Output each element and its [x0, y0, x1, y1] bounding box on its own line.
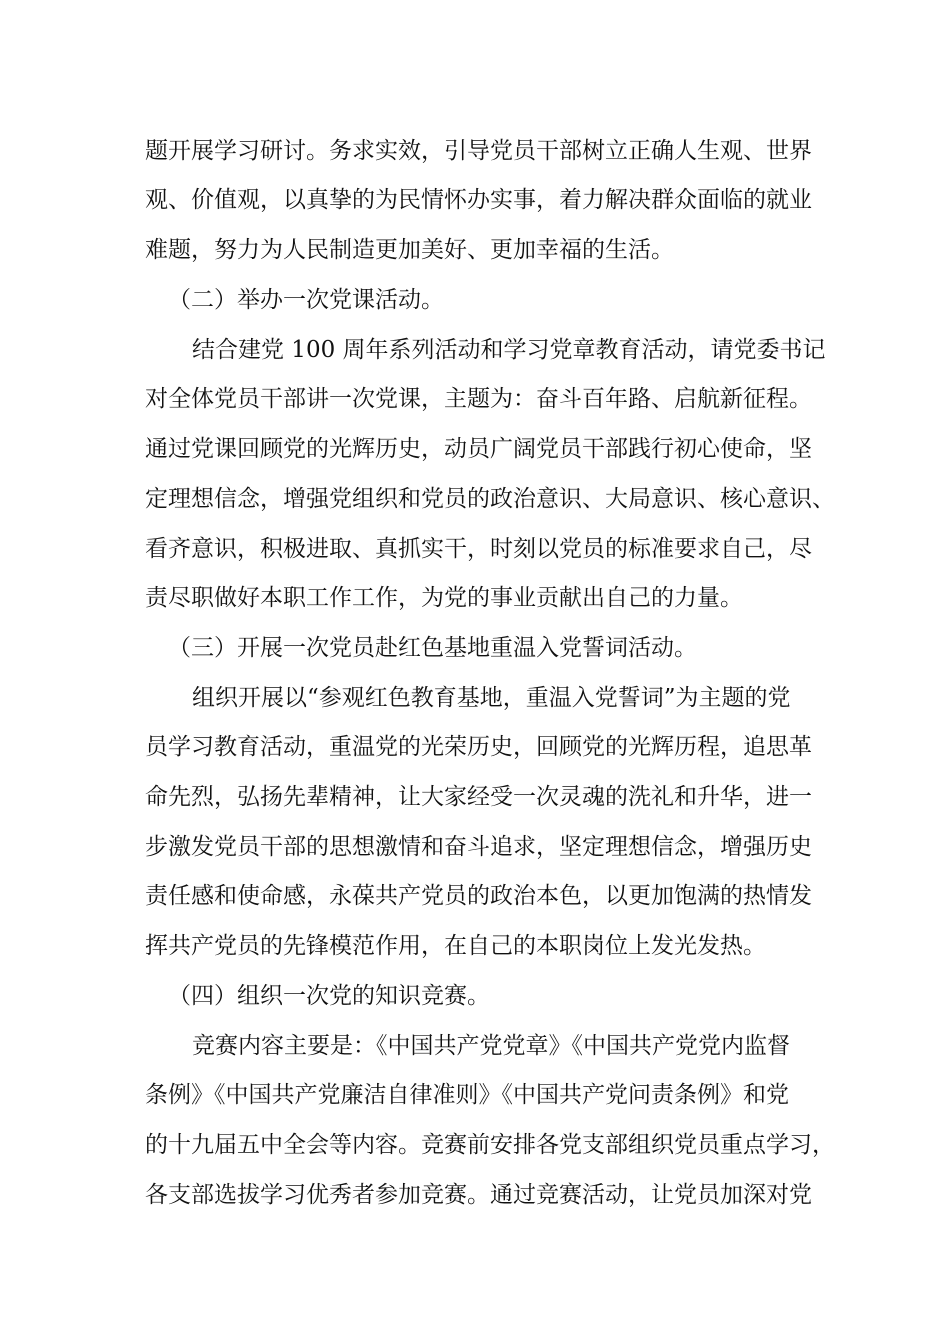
paragraph-line: 员学习教育活动，重温党的光荣历史，回顾党的光辉历程，追思革: [145, 734, 812, 760]
paragraph-line: 责任感和使命感，永葆共产党员的政治本色，以更加饱满的热情发: [145, 883, 812, 909]
paragraph-line: 各支部选拔学习优秀者参加竞赛。通过竞赛活动，让党员加深对党: [145, 1182, 812, 1208]
paragraph-line: 挥共产党员的先锋模范作用，在自己的本职岗位上发光发热。: [145, 933, 766, 959]
section-heading: （三）开展一次党员赴红色基地重温入党誓词活动。: [168, 635, 697, 661]
paragraph-first-line: 组织开展以“参观红色教育基地，重温入党誓词”为主题的党: [192, 685, 791, 711]
paragraph-line: 看齐意识，积极进取、真抓实干，时刻以党员的标准要求自己，尽: [145, 536, 812, 562]
paragraph-line: 题开展学习研讨。务求实效，引导党员干部树立正确人生观、世界: [145, 138, 812, 164]
paragraph-line: 观、价值观，以真挚的为民情怀办实事，着力解决群众面临的就业: [145, 187, 812, 213]
paragraph-line: 命先烈，弘扬先辈精神，让大家经受一次灵魂的洗礼和升华，进一: [145, 784, 812, 810]
section-heading: （二）举办一次党课活动。: [168, 287, 444, 313]
paragraph-line: 难题，努力为人民制造更加美好、更加幸福的生活。: [145, 237, 674, 263]
paragraph-first-line: 竞赛内容主要是：《中国共产党党章》《中国共产党党内监督: [192, 1033, 790, 1059]
section-heading: （四）组织一次党的知识竞赛。: [168, 983, 490, 1009]
paragraph-line: 的十九届五中全会等内容。竞赛前安排各党支部组织党员重点学习，: [145, 1132, 835, 1158]
paragraph-line: 对全体党员干部讲一次党课，主题为：奋斗百年路、启航新征程。: [145, 386, 812, 412]
paragraph-line: 通过党课回顾党的光辉历史，动员广阔党员干部践行初心使命，坚: [145, 436, 812, 462]
paragraph-line: 条例》《中国共产党廉洁自律准则》《中国共产党问责条例》和党: [145, 1082, 789, 1108]
paragraph-line: 责尽职做好本职工作工作，为党的事业贡献出自己的力量。: [145, 585, 743, 611]
paragraph-line: 步激发党员干部的思想激情和奋斗追求，坚定理想信念，增强历史: [145, 834, 812, 860]
paragraph-first-line: 结合建党 100 周年系列活动和学习党章教育活动，请党委书记: [192, 337, 826, 363]
paragraph-line: 定理想信念，增强党组织和党员的政治意识、大局意识、核心意识、: [145, 486, 835, 512]
